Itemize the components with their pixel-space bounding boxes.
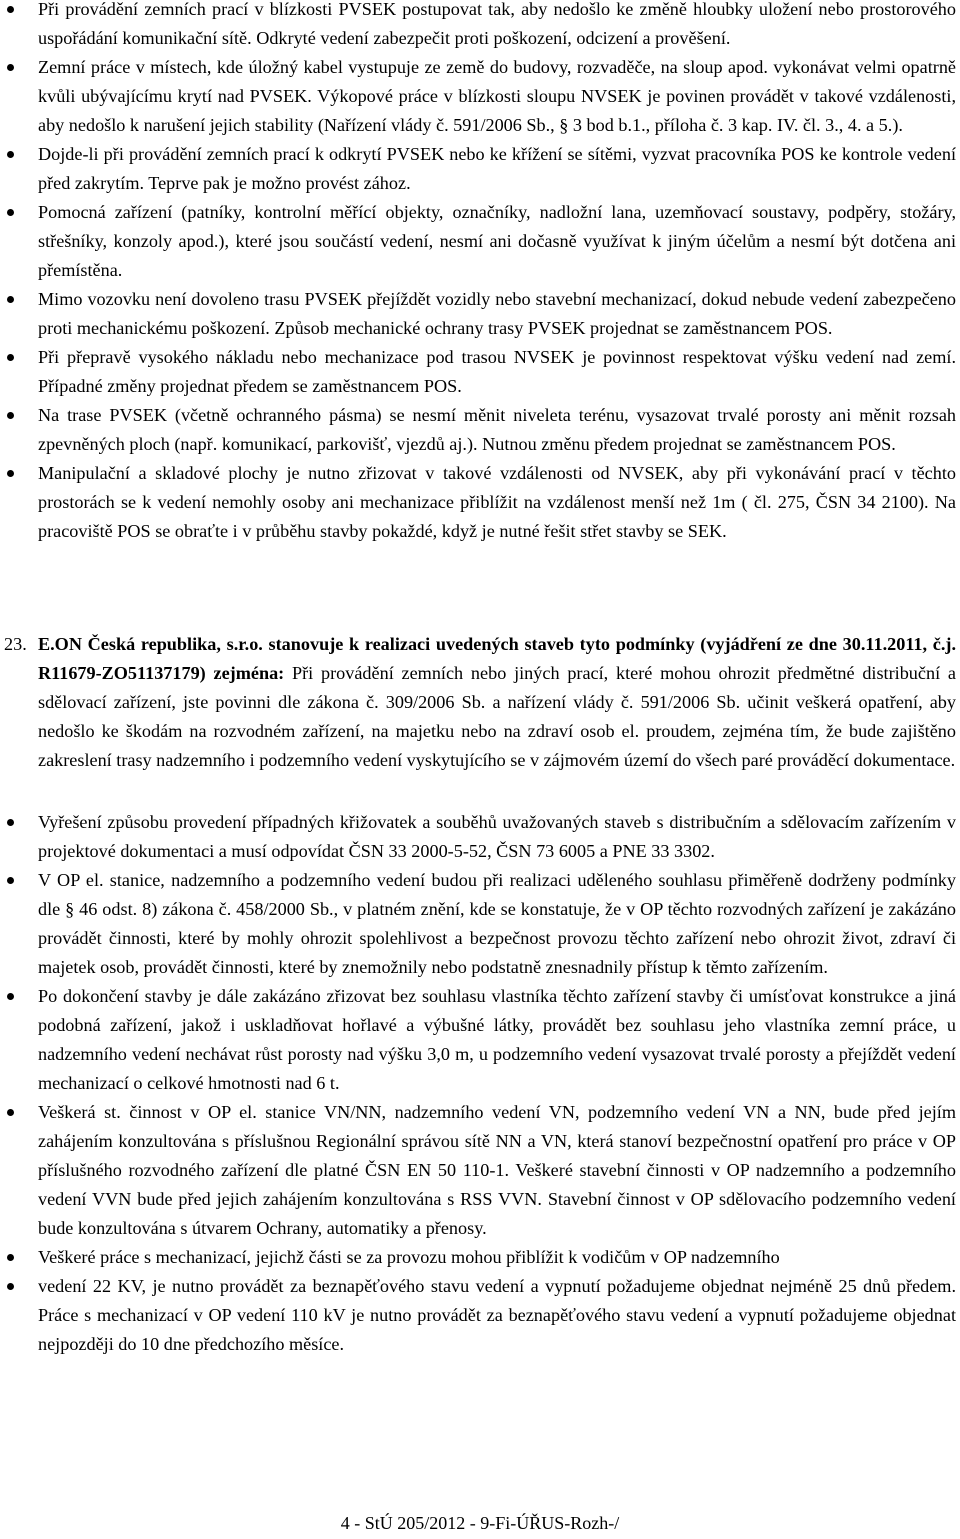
- list-item: Dojde-li při provádění zemních prací k odkrytí PVSEK nebo ke křížení se sítěmi, vyzvat pracovníka POS ke kontrole vedení před zakrytím. Teprve pak je možno provést zához.: [0, 140, 956, 198]
- section-paragraph: [38, 630, 956, 775]
- list-item: Pomocná zařízení (patníky, kontrolní měřící objekty, označníky, nadložní lana, uzemňovací soustavy, podpěry, stožáry, střešníky, konzoly apod.), které jsou součástí vedení, nesmí ani dočasně využívat k jiným účelům a nesmí být dotčena ani přemístěna.: [0, 198, 956, 285]
- section-number: 23.: [4, 634, 27, 654]
- list-item: Veškerá st. činnost v OP el. stanice VN/NN, nadzemního vedení VN, podzemního vedení VN a NN, bude před jejím zahájením konzultována s příslušnou Regionální správou sítě NN a VN, která stanoví bezpečnostní opatření pro práce v OP příslušného rozvodného zařízení dle platné ČSN EN 50 110-1. Veškeré stavební činnosti v OP nadzemního a podzemního vedení VVN bude před jejich zahájením konzultována s RSS VVN. Stavební činnost v OP sdělovacího podzemního vedení bude konzultována s útvarem Ochrany, automatiky a přenosy.: [0, 1098, 956, 1243]
- list-item: Veškeré práce s mechanizací, jejichž části se za provozu mohou přiblížit k vodičům v OP nadzemního: [0, 1243, 956, 1272]
- numbered-section-23: [0, 630, 960, 775]
- list-item: Při přepravě vysokého nákladu nebo mechanizace pod trasou NVSEK je povinnost respektovat výšku vedení nad zemí. Případné změny projednat předem se zaměstnancem POS.: [0, 343, 956, 401]
- section-text: Při provádění zemních nebo jiných prací, které mohou ohrozit předmětné distribuční a sdělovací zařízení, jste povinni dle zákona č. 309/2006 Sb. a nařízení vlády č. 591/2006 Sb. učinit veškerá opatření, aby nedošlo ke škodám na rozvodném zařízení, na majetku nebo na zdraví osob el. proudem, zejména tím, že bude zajištěno zakreslení trasy nadzemního i podzemního vedení vyskytujícího se v zájmovém území do všech paré prováděcí dokumentace.: [38, 663, 956, 770]
- list-item: Zemní práce v místech, kde úložný kabel vystupuje ze země do budovy, rozvaděče, na sloup apod. vykonávat velmi opatrně kvůli ubývajícímu krytí nad PVSEK. Výkopové práce v blízkosti sloupu NVSEK je povinen provádět v takové vzdálenosti, aby nedošlo k narušení jejich stability (Nařízení vlády č. 591/2006 Sb., § 3 bod b.1., příloha č. 3 kap. IV. čl. 3., 4. a 5.).: [0, 53, 956, 140]
- list-item: Mimo vozovku není dovoleno trasu PVSEK přejíždět vozidly nebo stavební mechanizací, dokud nebude vedení zabezpečeno proti mechanickému poškození. Způsob mechanické ochrany trasy PVSEK projednat se zaměstnancem POS.: [0, 285, 956, 343]
- list-item: Na trase PVSEK (včetně ochranného pásma) se nesmí měnit niveleta terénu, vysazovat trvalé porosty ani měnit rozsah zpevněných ploch (např. komunikací, parkovišť, vjezdů aj.). Nutnou změnu předem projednat se zaměstnancem POS.: [0, 401, 956, 459]
- page-footer: 4 - StÚ 205/2012 - 9-Fi-ÚŘUS-Rozh-/: [340, 1513, 620, 1533]
- list-item: Po dokončení stavby je dále zakázáno zřizovat bez souhlasu vlastníka těchto zařízení stavby či umísťovat konstrukce a jiná podobná zařízení, jakož i uskladňovat hořlavé a výbušné látky, provádět bez souhlasu jeho vlastníka zemní práce, u nadzemního vedení nechávat růst porosty nad výšku 3,0 m, u podzemního vedení vysazovat trvalé porosty a přejíždět vedení mechanizací o celkové hmotnosti nad 6 t.: [0, 982, 956, 1098]
- list-item: V OP el. stanice, nadzemního a podzemního vedení budou při realizaci uděleného souhlasu přiměřeně dodrženy podmínky dle § 46 odst. 8) zákona č. 458/2000 Sb., v platném znění, kde se konstatuje, že v OP těchto rozvodných zařízení je zakázáno provádět činnosti, které by mohly ohrozit spolehlivost a bezpečnost provozu těchto zařízení nebo ohrozit život, zdraví či majetek osob, provádět činnosti, které by znemožnily nebo podstatně znesnadnily přístup k těmto zařízením.: [0, 866, 956, 982]
- list-item: Manipulační a skladové plochy je nutno zřizovat v takové vzdálenosti od NVSEK, aby při vykonávání prací v těchto prostorách se k vedení nemohly osoby ani mechanizace přiblížit na vzdálenost menší než 1m ( čl. 275, ČSN 34 2100). Na pracoviště POS se obraťte i v průběhu stavby pokaždé, když je nutné řešit střet stavby se SEK.: [0, 459, 956, 546]
- list-item: Při provádění zemních prací v blízkosti PVSEK postupovat tak, aby nedošlo ke změně hloubky uložení nebo prostorového uspořádání komunikační sítě. Odkryté vedení zabezpečit proti poškození, odcizení a prověšení.: [0, 0, 956, 53]
- bullet-list-bottom: [0, 808, 960, 1359]
- list-item: vedení 22 KV, je nutno provádět za beznapěťového stavu vedení a vypnutí požadujeme objednat nejméně 25 dnů předem. Práce s mechanizací v OP vedení 110 kV je nutno provádět za beznapěťového stavu vedení a vypnutí požadujeme objednat nejpozději do 10 dne předchozího měsíce.: [0, 1272, 956, 1359]
- list-item: Vyřešení způsobu provedení případných křižovatek a souběhů uvažovaných staveb s distribučním a sdělovacím zařízením v projektové dokumentaci a musí odpovídat ČSN 33 2000-5-52, ČSN 73 6005 a PNE 33 3302.: [0, 808, 956, 866]
- bullet-list-top: [0, 0, 960, 546]
- section-bold-intro: E.ON Česká republika, s.r.o. stanovuje k realizaci uvedených staveb tyto podmínky (vyjádření ze dne 30.11.2011, č.j. R11679-ZO51137179) zejména:: [38, 634, 956, 683]
